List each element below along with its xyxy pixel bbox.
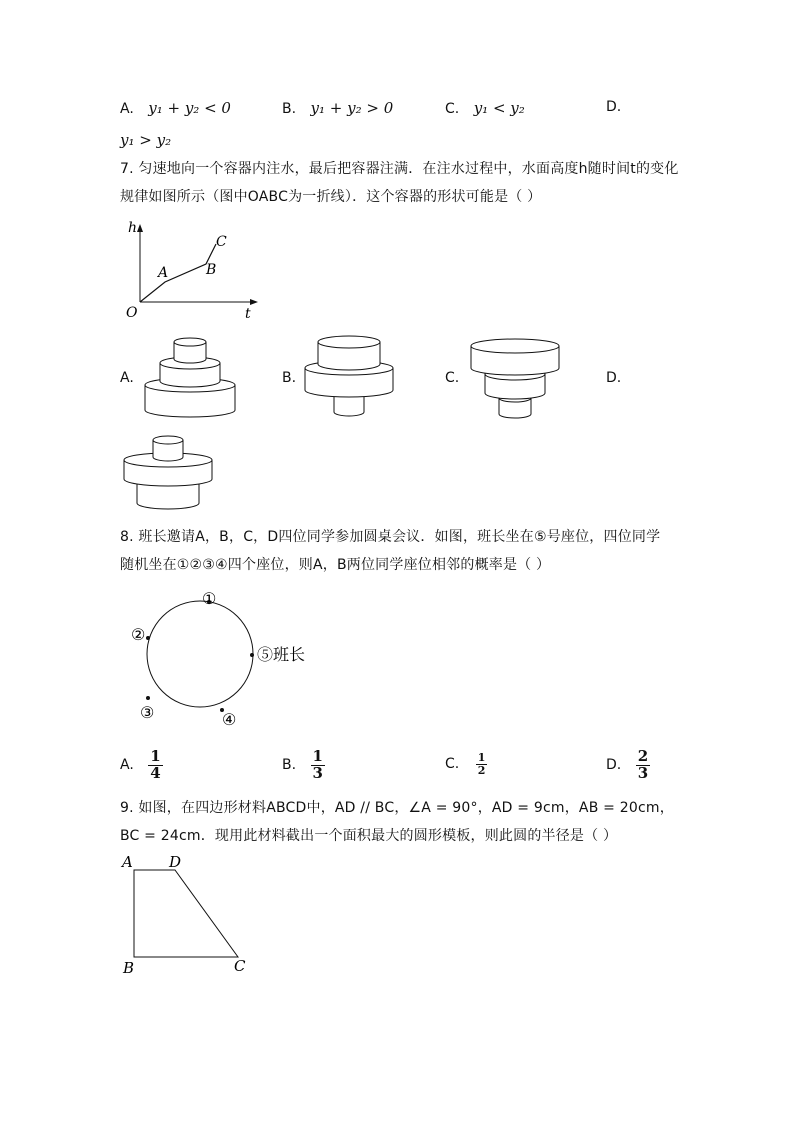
q7-container-c-figure — [468, 336, 562, 422]
q8-option-a-fraction — [148, 749, 162, 782]
q7-option-a[interactable]: A. — [120, 370, 134, 386]
q8-seat-3: ③ — [140, 703, 155, 722]
q9-quadrilateral-figure — [118, 850, 258, 978]
q8-option-d-letter: D. — [606, 757, 622, 774]
q7-option-b[interactable]: B. — [282, 370, 297, 386]
q8-option-b[interactable] — [282, 749, 325, 782]
q7-container-d-figure — [122, 432, 214, 514]
q7-height-time-graph — [120, 214, 270, 324]
q7-option-c[interactable]: C. — [445, 370, 460, 386]
q6-option-b-expr: y₁ + y₂ > 0 — [310, 99, 394, 117]
q8-option-d[interactable] — [606, 749, 650, 782]
q7-option-d[interactable]: D. — [606, 370, 622, 386]
q7-stem-line1: 7. 匀速地向一个容器内注水，最后把容器注满．在注水过程中，水面高度h随时间t的变化 — [120, 161, 679, 177]
q8-option-a[interactable] — [120, 749, 163, 782]
q9-vertex-c: C — [234, 957, 246, 975]
q6-option-b[interactable] — [282, 99, 393, 117]
q9-stem-line1: 9. 如图，在四边形材料ABCD中，AD // BC，∠A = 90°，AD = 9cm，AB = 20cm， — [120, 800, 674, 816]
q8-option-b-letter: B. — [282, 757, 297, 774]
q8-stem-line1: 8. 班长邀请A，B，C，D四位同学参加圆桌会议．如图，班长坐在⑤号座位，四位同学 — [120, 529, 661, 545]
q6-option-c-expr: y₁ < y₂ — [473, 99, 525, 117]
q6-option-d[interactable] — [606, 99, 621, 115]
q8-seat-1: ① — [202, 589, 217, 608]
q6-option-a-letter: A. — [120, 101, 134, 117]
q7-graph-h-label: h — [128, 220, 138, 236]
q8-option-c-denominator: 2 — [477, 763, 486, 777]
q8-stem-line2: 随机坐在①②③④四个座位，则A，B两位同学座位相邻的概率是（ ） — [120, 557, 551, 573]
q8-option-c-numerator: 1 — [477, 751, 486, 764]
q6-option-b-letter: B. — [282, 101, 297, 117]
q8-option-c-letter: C. — [445, 756, 460, 773]
q8-option-a-letter: A. — [120, 757, 134, 774]
q6-option-a-expr: y₁ + y₂ < 0 — [148, 99, 231, 117]
q7-graph-o-label: O — [126, 305, 138, 321]
q7-graph-a-label: A — [158, 265, 169, 281]
q8-option-d-fraction — [636, 749, 650, 782]
q8-option-d-numerator: 2 — [637, 747, 649, 765]
q9-stem-line2: BC = 24cm．现用此材料截出一个面积最大的圆形模板，则此圆的半径是（ ） — [120, 828, 618, 844]
q7-stem-line2: 规律如图所示（图中OABC为一折线）．这个容器的形状可能是（ ） — [120, 189, 542, 205]
q8-option-b-numerator: 1 — [312, 747, 323, 765]
q9-vertex-b: B — [123, 959, 135, 977]
q8-seat-2: ② — [131, 625, 146, 644]
q7-container-b-figure — [303, 334, 395, 420]
q6-option-c[interactable] — [445, 99, 525, 117]
q9-vertex-a: A — [122, 853, 133, 871]
q6-option-c-letter: C. — [445, 101, 460, 117]
q8-seat-4: ④ — [222, 710, 237, 729]
q8-option-d-denominator: 3 — [637, 763, 649, 782]
q7-graph-t-label: t — [245, 306, 251, 322]
q8-option-b-fraction — [311, 749, 325, 782]
q7-graph-c-label: C — [216, 234, 227, 250]
q7-container-a-figure — [142, 334, 238, 422]
q6-option-a[interactable] — [120, 99, 231, 117]
q8-option-a-denominator: 4 — [150, 763, 161, 782]
q9-vertex-d: D — [169, 853, 182, 871]
q8-option-a-numerator: 1 — [150, 747, 161, 765]
q8-round-table-figure — [125, 587, 325, 732]
q6-option-d-letter: D. — [606, 99, 622, 115]
q6-option-d-expr: y₁ > y₂ — [120, 131, 172, 149]
q8-option-c-fraction — [476, 752, 488, 776]
q8-option-c[interactable] — [445, 752, 487, 776]
q8-option-b-denominator: 3 — [312, 763, 323, 782]
q8-seat-5-monitor: ⑤班长 — [257, 645, 306, 664]
q7-graph-b-label: B — [206, 262, 217, 278]
